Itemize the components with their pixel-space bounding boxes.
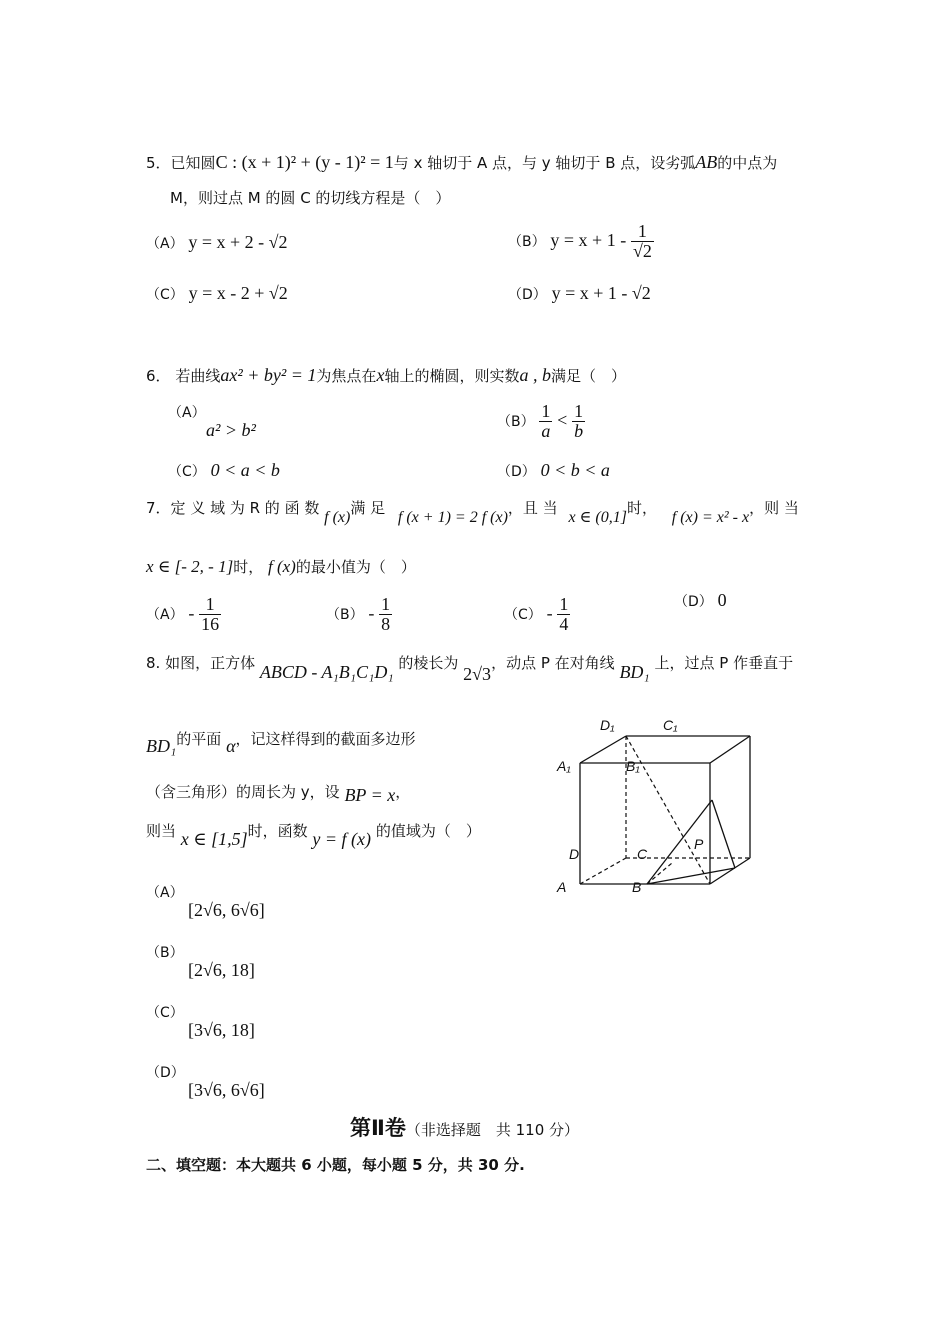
option-label: （A） — [168, 405, 206, 421]
fraction — [557, 595, 570, 634]
part2-heading — [350, 1112, 579, 1142]
q8-cube: ABCD - A₁B₁C₁D₁ — [259, 662, 394, 682]
denominator: √2 — [632, 240, 652, 261]
numerator: 1 — [559, 594, 569, 614]
fraction — [631, 222, 654, 261]
q8-bp: BP = x — [344, 785, 396, 805]
denominator: a — [541, 420, 551, 441]
q8-option-d — [146, 1062, 265, 1101]
denominator: 8 — [381, 613, 391, 634]
q6-option-d — [497, 460, 610, 481]
option-expr: [2√6, 6√6] — [188, 900, 265, 920]
label-d1: D₁ — [600, 717, 615, 733]
q5-arc: AB — [695, 152, 718, 172]
label-b1: B₁ — [626, 758, 640, 774]
q5-option-d — [508, 283, 651, 304]
option-label: （B） — [146, 945, 184, 961]
option-label: （B） — [497, 413, 535, 430]
numerator: 1 — [574, 401, 584, 421]
denominator: 4 — [559, 613, 569, 634]
option-label: （D） — [146, 1065, 185, 1081]
q8-stem-c: ，动点 P 在对角线 — [491, 654, 615, 672]
q8-line3-end: ， — [395, 783, 411, 801]
q5-option-b — [508, 222, 654, 261]
option-label: （C） — [504, 606, 542, 623]
denominator: 16 — [201, 613, 220, 634]
edge-b1-c1 — [710, 736, 750, 763]
q8-option-c — [146, 1002, 255, 1041]
q8-line2-a: 的平面 — [176, 730, 222, 748]
q8-diagonal: BD₁ — [619, 662, 650, 682]
option-expr: 0 < b < a — [540, 460, 610, 480]
option-label: （A） — [146, 236, 184, 252]
option-expr: [3√6, 6√6] — [188, 1080, 265, 1100]
q8-option-a — [146, 882, 265, 921]
q7-equation: f (x + 1) = 2 f (x) — [397, 509, 508, 526]
q5-number: 5． — [146, 154, 171, 172]
q6-option-b — [497, 402, 585, 441]
q6-stem: 若曲线 — [175, 367, 221, 385]
option-label: （C） — [168, 464, 206, 480]
sign: - — [368, 602, 375, 623]
operator: < — [557, 409, 568, 430]
option-expr: [3√6, 18] — [188, 1020, 255, 1040]
sign: - — [188, 602, 195, 623]
option-label: （A） — [146, 885, 184, 901]
q8-line3 — [146, 781, 411, 805]
cube-figure — [550, 710, 790, 900]
q6-line1 — [146, 365, 626, 386]
q7-line2-a: 时， — [233, 558, 264, 576]
edge-a1-d1 — [580, 736, 626, 763]
fraction — [539, 402, 552, 441]
q7-line2 — [146, 556, 416, 577]
q7-stem-c: ，且 当 — [507, 499, 558, 517]
q8-line1 — [146, 652, 794, 684]
label-a: A — [557, 879, 567, 895]
q7-option-a — [146, 595, 221, 634]
q8-stem-b: 的棱长为 — [398, 654, 459, 672]
q5-stem-c: 的中点为 — [717, 154, 778, 172]
q6-vars: a , b — [519, 365, 551, 385]
q8-line4-c: 的值域为（ ） — [375, 822, 481, 840]
q7-stem: 定 义 域 为 R 的 函 数 — [170, 499, 320, 517]
part2-title: 第Ⅱ卷 — [350, 1116, 406, 1140]
part2-subtitle: （非选择题 共 110 分） — [405, 1121, 580, 1139]
q8-domain: x ∈ [1,5] — [180, 829, 248, 849]
option-label: （B） — [508, 233, 546, 250]
q8-number: 8. — [146, 654, 161, 672]
q8-line4-b: 时，函数 — [247, 822, 308, 840]
option-label: （C） — [146, 1005, 184, 1021]
label-c: C — [637, 846, 648, 862]
section-heading: 二、填空题：本大题共 6 小题，每小题 5 分，共 30 分. — [146, 1156, 525, 1174]
q5-option-a — [146, 232, 288, 253]
q6-number: 6． — [146, 367, 171, 385]
q8-stem-d: 上，过点 P 作垂直于 — [654, 654, 794, 672]
option-label: （A） — [146, 606, 184, 623]
q7-fx: f (x) — [324, 509, 351, 526]
option-expr: y = x + 2 - √2 — [188, 232, 288, 252]
q7-option-b — [326, 595, 392, 634]
option-label: （D） — [508, 287, 547, 303]
option-label: （D） — [497, 464, 536, 480]
label-a1: A₁ — [557, 758, 571, 774]
q6-stem-b: 为焦点在 — [316, 367, 377, 385]
q5-stem: 已知圆 — [170, 154, 216, 172]
option-expr: y = x + 1 - — [550, 229, 627, 250]
label-d: D — [569, 846, 580, 862]
q7-line2-b: 的最小值为（ ） — [295, 558, 416, 576]
numerator: 1 — [199, 595, 221, 615]
hidden-edge-a-d — [580, 858, 626, 884]
label-p: P — [694, 836, 704, 852]
q7-domain-2: x ∈ [- 2, - 1] — [146, 557, 234, 576]
option-expr: a² > b² — [206, 420, 256, 440]
fraction — [379, 595, 392, 634]
q8-option-b — [146, 942, 255, 981]
q7-stem-d: 时， — [626, 499, 657, 517]
q8-edge: 2√3 — [463, 664, 492, 684]
q5-option-c — [146, 283, 288, 304]
q7-domain: x ∈ (0,1] — [568, 509, 627, 526]
q5-line1 — [146, 152, 777, 173]
q5-line2: M，则过点 M 的圆 C 的切线方程是（ ） — [170, 189, 451, 207]
fraction — [572, 402, 585, 441]
q7-option-c — [504, 595, 570, 634]
option-label: （D） — [674, 594, 713, 610]
q8-line2 — [146, 728, 416, 756]
q8-alpha: α — [226, 736, 236, 756]
sign: - — [546, 602, 553, 623]
q7-fx-2: f (x) — [267, 557, 296, 576]
q7-option-d — [674, 590, 727, 611]
option-expr: 0 < a < b — [210, 460, 280, 480]
numerator: 1 — [541, 401, 551, 421]
q8-function: y = f (x) — [312, 829, 372, 849]
q6-option-c — [168, 460, 280, 481]
fraction — [199, 595, 221, 634]
option-expr: 0 — [717, 590, 727, 610]
q5-stem-b: 与 x 轴切于 A 点，与 y 轴切于 B 点，设劣弧 — [393, 154, 696, 172]
q7-stem-b: 满 足 — [350, 499, 386, 517]
option-label: （C） — [146, 287, 184, 303]
hidden-section-edge — [647, 863, 672, 884]
q8-line3-text: （含三角形）的周长为 y，设 — [146, 783, 340, 801]
option-expr: y = x + 1 - √2 — [551, 283, 651, 303]
q8-line4 — [146, 820, 481, 849]
q8-line2-b: ，记这样得到的截面多边形 — [235, 730, 416, 748]
q8-line4-a: 则当 — [146, 822, 177, 840]
option-expr: y = x - 2 + √2 — [188, 283, 288, 303]
q8-diagonal-2: BD₁ — [146, 736, 177, 756]
numerator: 1 — [381, 594, 391, 614]
q7-line1 — [146, 497, 799, 526]
q6-stem-c: 轴上的椭圆，则实数 — [384, 367, 520, 385]
numerator: 1 — [631, 222, 654, 242]
label-b: B — [632, 879, 642, 895]
q7-equation-2: f (x) = x² - x — [671, 509, 750, 526]
label-c1: C₁ — [663, 717, 678, 733]
q7-number: 7． — [146, 499, 171, 517]
q6-curve: ax² + by² = 1 — [220, 365, 317, 385]
denominator: b — [574, 420, 584, 441]
q6-stem-d: 满足（ ） — [550, 367, 626, 385]
q6-var-x: x — [376, 365, 385, 385]
q5-circle-equation: C : (x + 1)² + (y - 1)² = 1 — [215, 152, 394, 172]
option-label: （B） — [326, 606, 364, 623]
option-expr: [2√6, 18] — [188, 960, 255, 980]
q8-stem: 如图，正方体 — [165, 654, 256, 672]
q6-option-a — [168, 402, 256, 441]
q7-stem-e: ，则 当 — [749, 499, 799, 517]
